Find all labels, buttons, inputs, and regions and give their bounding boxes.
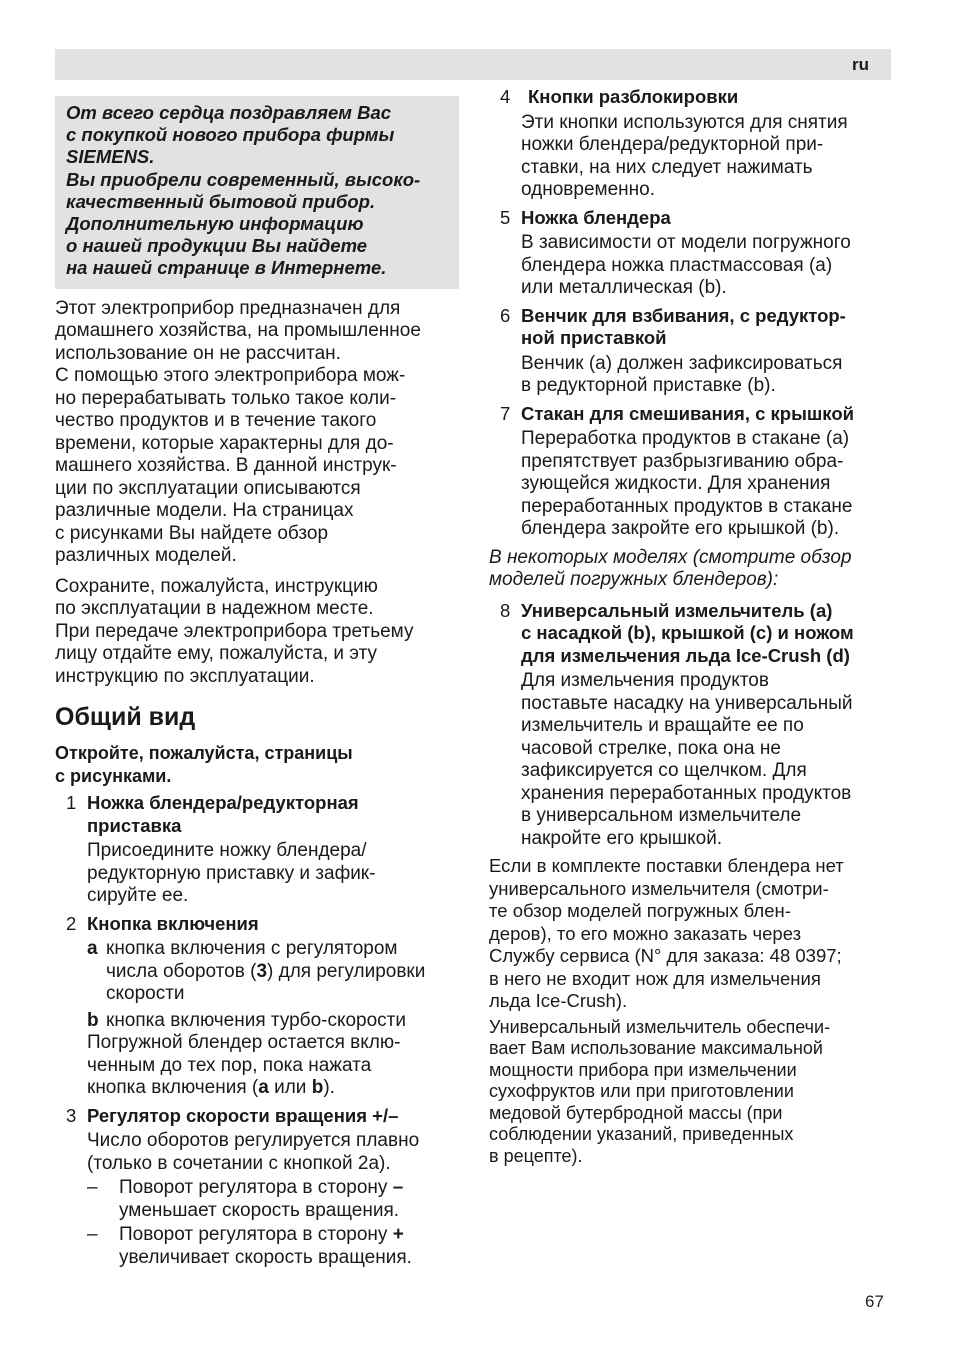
text-fragment: кнопка включения (	[87, 1077, 259, 1099]
item-number: 8	[500, 599, 511, 621]
text-line: блендера закройте его крышкой (b).	[521, 518, 840, 539]
text-line: ставки, на них следует нажимать	[521, 156, 813, 178]
text-line: В зависимости от модели погружного	[521, 232, 851, 253]
item-body	[521, 353, 891, 398]
text-line: вает Вам использование максимальной	[489, 1038, 823, 1058]
text-line: одновременно.	[521, 179, 655, 200]
text-line: Службу сервиса (N° для заказа: 48 0397;	[489, 945, 842, 966]
text-line: хранения переработанных продуктов	[521, 782, 852, 804]
text-line: Эти кнопки используются для снятия	[521, 111, 848, 133]
title-line: Кнопка включения	[87, 912, 259, 934]
text-line: ножки блендера/редукторной при-	[521, 134, 824, 155]
bold-fragment: 3	[256, 960, 268, 982]
item-title	[521, 600, 891, 668]
item-title	[521, 403, 891, 426]
text-line: различных моделей.	[55, 545, 237, 567]
item-body	[87, 1032, 459, 1100]
text-line: лицу отдайте ему, пожалуйста, и эту	[55, 643, 377, 665]
item-number: 2	[66, 912, 77, 934]
text-line: в редукторной приставке (b).	[521, 375, 776, 396]
title-line: Стакан для смешивания, с крышкой	[521, 402, 854, 424]
text-line: в рецепте).	[489, 1145, 583, 1166]
list-item	[55, 792, 459, 908]
models-note	[489, 547, 891, 592]
dash-mark: –	[87, 1177, 98, 1199]
sub-item-b	[87, 1010, 459, 1033]
bold-fragment: a	[258, 1077, 269, 1099]
text-line: те обзор моделей погружных блен-	[489, 900, 791, 921]
item-title	[521, 207, 891, 230]
text-fragment: числа оборотов (	[106, 960, 257, 982]
text-line: Сохраните, пожалуйста, инструкцию	[55, 575, 378, 597]
title-line: с насадкой (b), крышкой (c) и ножом	[521, 622, 854, 643]
text-line: моделей погружных блендеров):	[489, 569, 779, 590]
text-line: времени, которые характерны для до-	[55, 432, 394, 454]
text-line: ции по эксплуатации описываются	[55, 477, 361, 499]
text-line: увеличивает скорость вращения.	[119, 1246, 412, 1268]
list-item	[489, 86, 891, 202]
text-line: С помощью этого электроприбора мож-	[55, 365, 406, 387]
text-line: сируйте ее.	[87, 885, 189, 907]
item-body	[521, 112, 891, 202]
text-line: скорости	[106, 983, 185, 1005]
text-line: Погружной блендер остается вклю-	[87, 1032, 401, 1054]
text-line: машнего хозяйства. В данной инструк-	[55, 455, 397, 477]
item-number: 7	[500, 402, 511, 424]
greeting-line: Дополнительную информацию	[66, 213, 364, 235]
item-body	[521, 670, 891, 850]
text-line: редукторную приставку и зафик-	[87, 862, 376, 884]
greeting-line: SIEMENS.	[66, 146, 155, 168]
sub-item-key: b	[87, 1009, 99, 1031]
text-line: с рисунками Вы найдете обзор	[55, 522, 329, 544]
page-number: 67	[865, 1292, 884, 1311]
greeting-box	[55, 96, 459, 289]
item-title	[87, 913, 459, 936]
text-line: накройте его крышкой.	[521, 827, 723, 849]
list-item	[55, 913, 459, 1100]
item-number: 6	[500, 304, 511, 326]
text-line: ченным до тех пор, пока нажата	[87, 1054, 372, 1076]
list-item	[489, 207, 891, 300]
language-label: ru	[852, 55, 869, 74]
text-line: кнопка включения турбо-скорости	[106, 1009, 407, 1031]
greeting-line: От всего сердца поздравляем Вас	[66, 102, 392, 123]
title-line: Универсальный измельчитель (a)	[521, 599, 833, 621]
text-line: но перерабатывать только такое коли-	[55, 387, 397, 409]
text-line: инструкцию по эксплуатации.	[55, 665, 315, 687]
text-line: В некоторых моделях (смотрите обзор	[489, 546, 852, 568]
title-line: Регулятор скорости вращения +/–	[87, 1104, 399, 1126]
text-line: часовой стрелке, пока она не	[521, 737, 781, 759]
text-fragment: или	[268, 1077, 312, 1099]
text-line	[87, 1077, 459, 1100]
intro-paragraph-2	[55, 576, 459, 689]
title-line: Кнопки разблокировки	[528, 86, 739, 107]
text-line: домашнего хозяйства, на промышленное	[55, 320, 421, 342]
greeting-line: с покупкой нового прибора фирмы	[66, 124, 395, 146]
item-title	[528, 86, 891, 109]
text-line: (только в сочетании с кнопкой 2a).	[87, 1152, 391, 1174]
text-line: кнопка включения с регулятором	[106, 938, 398, 960]
text-line: чество продуктов и в течение такого	[55, 410, 377, 432]
item-body	[87, 840, 459, 908]
text-line: переработанных продуктов в стакане	[521, 495, 853, 517]
order-paragraph	[489, 855, 891, 1013]
bold-fragment: –	[392, 1177, 404, 1199]
text-line: Универсальный измельчитель обеспечи-	[489, 1016, 831, 1037]
title-line: Венчик для взбивания, с редуктор-	[521, 304, 846, 326]
text-line: или металлическая (b).	[521, 277, 727, 298]
title-line: Ножка блендера	[521, 206, 671, 228]
text-fragment: ).	[323, 1077, 335, 1099]
greeting-line: о нашей продукции Вы найдете	[66, 235, 368, 257]
dash-item	[87, 1224, 459, 1269]
intro-paragraph-1	[55, 298, 459, 568]
item-title	[521, 305, 891, 350]
text-line: мощности прибора при измельчении	[489, 1059, 797, 1080]
list-item	[489, 403, 891, 541]
text-line: использование он не рассчитан.	[55, 342, 341, 364]
text-line: измельчитель и вращайте ее по	[521, 715, 804, 736]
text-line: зафиксируется со щелчком. Для	[521, 760, 807, 781]
text-line: соблюдении указаний, приведенных	[489, 1124, 794, 1144]
left-column	[55, 96, 459, 1273]
text-line: по эксплуатации в надежном месте.	[55, 598, 374, 620]
text-line: поставьте насадку на универсальный	[521, 692, 853, 714]
greeting-line: на нашей странице в Интернете.	[66, 257, 387, 279]
item-body	[521, 428, 891, 541]
text-line	[119, 1224, 459, 1247]
dash-mark: –	[87, 1224, 98, 1246]
text-line: Для измельчения продуктов	[521, 670, 769, 691]
dash-item	[87, 1177, 459, 1222]
text-line: Венчик (a) должен зафиксироваться	[521, 352, 843, 374]
text-line: сухофруктов или при приготовлении	[489, 1081, 794, 1101]
item-number: 3	[66, 1104, 77, 1126]
subhead-line: с рисунками.	[55, 765, 172, 786]
item-number: 4	[500, 86, 511, 107]
text-line: универсального измельчителя (смотри-	[489, 877, 829, 899]
title-line: приставка	[87, 814, 182, 836]
section-heading: Общий вид	[55, 703, 196, 732]
text-line: деров), то его можно заказать через	[489, 922, 802, 944]
text-line: препятствует разбрызгиванию обра-	[521, 450, 844, 472]
text-line	[106, 961, 459, 984]
greeting-line: Вы приобрели современный, высоко-	[66, 168, 421, 190]
text-line: медовой бутербродной массы (при	[489, 1102, 783, 1123]
right-column	[489, 86, 891, 1171]
text-line: Этот электроприбор предназначен для	[55, 297, 401, 319]
bold-fragment: b	[311, 1077, 324, 1099]
text-fragment: Поворот регулятора в сторону	[119, 1177, 393, 1199]
list-item	[55, 1105, 459, 1270]
title-line: ной приставкой	[521, 327, 667, 348]
text-line: различные модели. На страницах	[55, 500, 354, 522]
item-title	[87, 792, 459, 837]
header-bar	[55, 49, 891, 80]
sub-item-a	[87, 938, 459, 1006]
item-number: 1	[66, 792, 77, 814]
bold-fragment: +	[392, 1224, 404, 1246]
title-line: для измельчения льда Ice-Crush (d)	[521, 644, 850, 666]
list-item	[489, 600, 891, 851]
title-line: Ножка блендера/редукторная	[87, 792, 359, 814]
text-line: Если в комплекте поставки блендера нет	[489, 855, 844, 876]
item-title	[87, 1105, 459, 1128]
text-line: При передаче электроприбора третьему	[55, 620, 414, 642]
greeting-line: качественный бытовой прибор.	[66, 190, 376, 212]
subhead-line: Откройте, пожалуйста, страницы	[55, 743, 353, 764]
text-line	[119, 1177, 459, 1200]
text-line: зующейся жидкости. Для хранения	[521, 473, 831, 494]
text-line: Переработка продуктов в стакане (a)	[521, 428, 850, 449]
section-subheading	[55, 742, 459, 787]
sub-item-key: a	[87, 938, 98, 960]
text-line: в него не входит нож для измельчения	[489, 967, 821, 989]
text-line: блендера ножка пластмассовая (a)	[521, 254, 833, 276]
text-fragment: Поворот регулятора в сторону	[119, 1224, 393, 1246]
text-line: Число оборотов регулируется плавно	[87, 1130, 420, 1152]
text-line: в универсальном измельчителе	[521, 805, 802, 826]
item-body	[521, 232, 891, 300]
text-fragment: ) для регулировки	[267, 960, 426, 982]
item-number: 5	[500, 206, 511, 228]
text-line: уменьшает скорость вращения.	[119, 1199, 400, 1221]
item-body	[87, 1130, 459, 1175]
list-item	[489, 305, 891, 398]
text-line: Присоедините ножку блендера/	[87, 840, 367, 862]
power-paragraph	[489, 1017, 891, 1168]
text-line: льда Ice-Crush).	[489, 990, 628, 1011]
